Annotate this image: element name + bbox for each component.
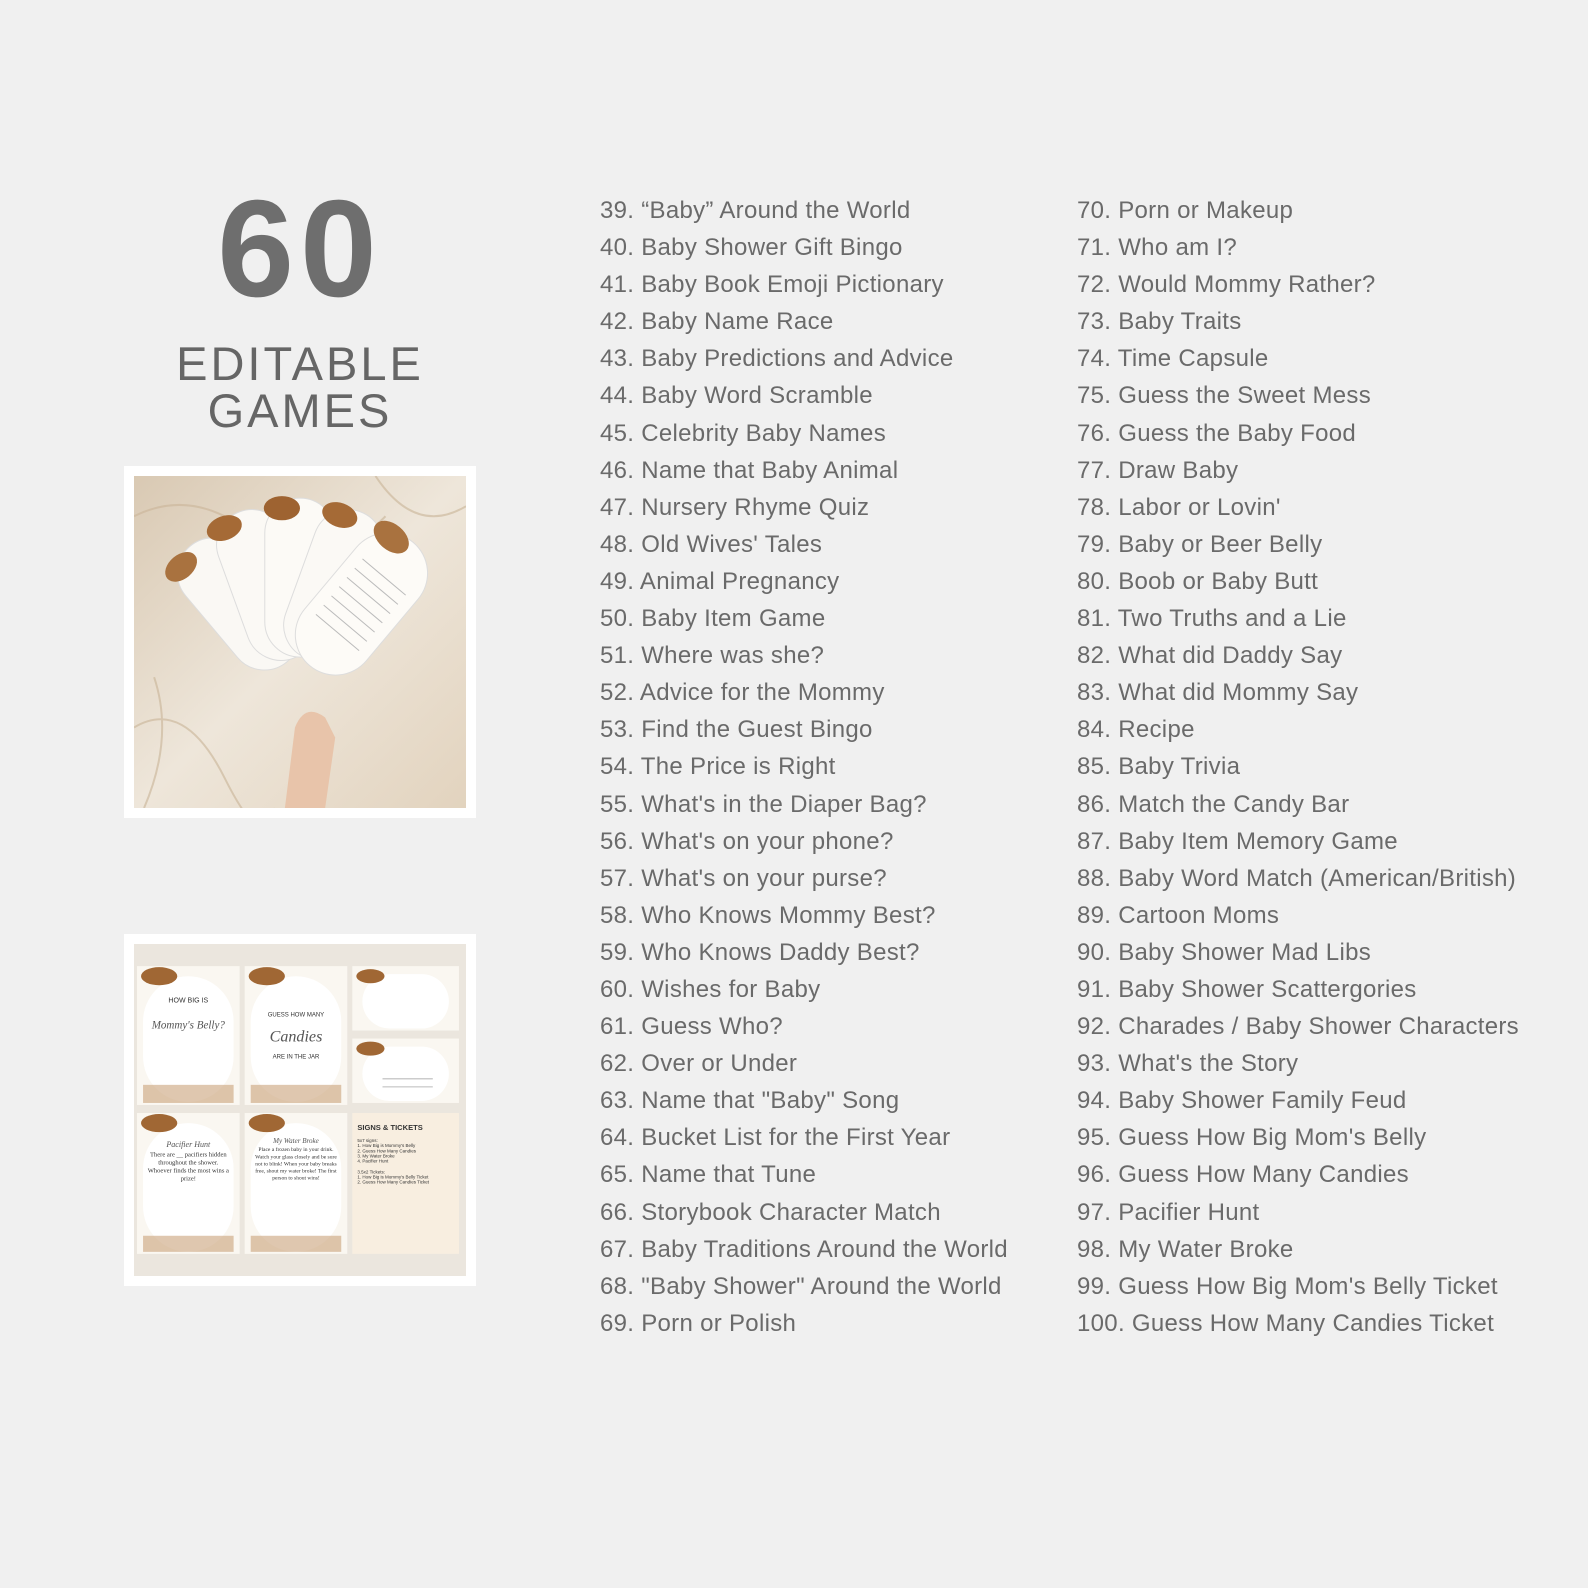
- game-list-item: 40. Baby Shower Gift Bingo: [600, 234, 903, 262]
- game-list-item: 95. Guess How Big Mom's Belly: [1077, 1124, 1427, 1152]
- game-list-item: 82. What did Daddy Say: [1077, 642, 1343, 670]
- game-list-item: 88. Baby Word Match (American/British): [1077, 864, 1517, 892]
- game-list-item: 89. Cartoon Moms: [1077, 901, 1280, 929]
- game-list-item: 45. Celebrity Baby Names: [600, 419, 886, 447]
- game-list-item: 74. Time Capsule: [1077, 345, 1269, 373]
- game-list-item: 73. Baby Traits: [1077, 308, 1242, 336]
- game-list-item: 65. Name that Tune: [600, 1161, 817, 1189]
- game-list-item: 71. Who am I?: [1077, 234, 1237, 262]
- games-list-left: [600, 192, 1008, 1342]
- game-list-item: 100. Guess How Many Candies Ticket: [1077, 1309, 1495, 1337]
- game-list-item: 58. Who Knows Mommy Best?: [600, 901, 936, 929]
- game-list-item: 92. Charades / Baby Shower Characters: [1077, 1013, 1519, 1041]
- game-list-item: 56. What's on your phone?: [600, 827, 894, 855]
- game-list-item: 70. Porn or Makeup: [1077, 197, 1294, 224]
- game-list-item: 41. Baby Book Emoji Pictionary: [600, 271, 944, 299]
- game-list-item: 52. Advice for the Mommy: [600, 679, 885, 707]
- svg-text:HOW BIG IS: HOW BIG IS: [168, 997, 209, 1005]
- game-list-item: 97. Pacifier Hunt: [1077, 1198, 1260, 1226]
- game-list-item: 87. Baby Item Memory Game: [1077, 827, 1398, 855]
- game-list-item: 81. Two Truths and a Lie: [1077, 605, 1347, 633]
- game-list-item: 61. Guess Who?: [600, 1013, 783, 1041]
- game-list-item: 69. Porn or Polish: [600, 1309, 797, 1337]
- product-photo-signs-grid: HOW BIG IS Mommy's Belly? GUESS HOW MANY Candies ARE IN THE JAR Pacifier Hunt There are __ pacifiers hidden throughout the shower. Whoever finds the most wins a prize! My Water Broke Place a frozen baby in your drink. Watch your glass closely and be sure not to blink! When your baby breaks free, shout my water broke! The first person to shout wins! SIGNS & TICKETS 5x7 signs: 1. How Big is Mommy's Belly 2. Guess How Many Candies 3. My Water Broke 4. Pacifier Hunt 3.5x2 Tickets: 1. How Big is Mommy's Belly Ticket 2. Guess How Many Candies Ticket: [124, 934, 476, 1286]
- game-list-item: 62. Over or Under: [600, 1050, 798, 1078]
- game-list-item: 96. Guess How Many Candies: [1077, 1161, 1409, 1189]
- game-list-item: 59. Who Knows Daddy Best?: [600, 938, 920, 966]
- game-list-item: 76. Guess the Baby Food: [1077, 419, 1357, 447]
- game-list-item: 90. Baby Shower Mad Libs: [1077, 938, 1372, 966]
- game-list-item: 94. Baby Shower Family Feud: [1077, 1087, 1407, 1115]
- game-list-item: 77. Draw Baby: [1077, 456, 1239, 484]
- game-list-item: 42. Baby Name Race: [600, 308, 834, 336]
- svg-text:Pacifier Hunt: Pacifier Hunt: [166, 1140, 211, 1150]
- game-list-item: 39. “Baby” Around the World: [600, 197, 911, 224]
- game-list-item: 91. Baby Shower Scattergories: [1077, 975, 1417, 1003]
- game-list-item: 47. Nursery Rhyme Quiz: [600, 493, 870, 521]
- game-list-item: 49. Animal Pregnancy: [600, 567, 840, 595]
- svg-text:Mommy's Belly?: Mommy's Belly?: [151, 1019, 225, 1032]
- games-count: 60: [217, 172, 383, 326]
- games-subtitle: EDITABLE GAMES: [176, 337, 424, 437]
- game-list-item: 79. Baby or Beer Belly: [1077, 530, 1323, 558]
- game-list-item: 43. Baby Predictions and Advice: [600, 345, 954, 373]
- game-list-item: 55. What's in the Diaper Bag?: [600, 790, 927, 818]
- game-list-item: 60. Wishes for Baby: [600, 975, 821, 1003]
- game-list-item: 84. Recipe: [1077, 716, 1195, 744]
- game-list-item: 83. What did Mommy Say: [1077, 679, 1359, 707]
- game-list-item: 99. Guess How Big Mom's Belly Ticket: [1077, 1272, 1498, 1300]
- product-photo-cards-fan: [124, 466, 476, 818]
- game-list-item: 93. What's the Story: [1077, 1050, 1299, 1078]
- game-list-item: 72. Would Mommy Rather?: [1077, 271, 1376, 299]
- game-list-item: 86. Match the Candy Bar: [1077, 790, 1350, 818]
- game-list-item: 78. Labor or Lovin': [1077, 493, 1281, 521]
- game-list-item: 57. What's on your purse?: [600, 864, 887, 892]
- game-list-item: 63. Name that "Baby" Song: [600, 1087, 900, 1115]
- game-list-item: 50. Baby Item Game: [600, 605, 826, 633]
- game-list-item: 80. Boob or Baby Butt: [1077, 567, 1319, 595]
- games-list-right: [1077, 192, 1519, 1342]
- game-list-item: 51. Where was she?: [600, 642, 825, 670]
- game-list-item: 85. Baby Trivia: [1077, 753, 1241, 781]
- game-list-item: 54. The Price is Right: [600, 753, 836, 781]
- game-list-item: 98. My Water Broke: [1077, 1235, 1294, 1263]
- game-list-item: 48. Old Wives' Tales: [600, 530, 823, 558]
- svg-text:ARE IN THE JAR: ARE IN THE JAR: [272, 1054, 320, 1061]
- svg-text:My Water Broke: My Water Broke: [273, 1137, 319, 1146]
- game-list-item: 66. Storybook Character Match: [600, 1198, 941, 1226]
- game-list-item: 46. Name that Baby Animal: [600, 456, 899, 484]
- svg-text:GUESS HOW MANY: GUESS HOW MANY: [267, 1012, 325, 1019]
- game-list-item: 44. Baby Word Scramble: [600, 382, 873, 410]
- svg-text:Candies: Candies: [269, 1028, 323, 1046]
- game-list-item: 53. Find the Guest Bingo: [600, 716, 873, 744]
- game-list-item: 67. Baby Traditions Around the World: [600, 1235, 1008, 1263]
- game-list-item: 75. Guess the Sweet Mess: [1077, 382, 1372, 410]
- game-list-item: 68. "Baby Shower" Around the World: [600, 1272, 1002, 1300]
- game-list-item: 64. Bucket List for the First Year: [600, 1124, 951, 1152]
